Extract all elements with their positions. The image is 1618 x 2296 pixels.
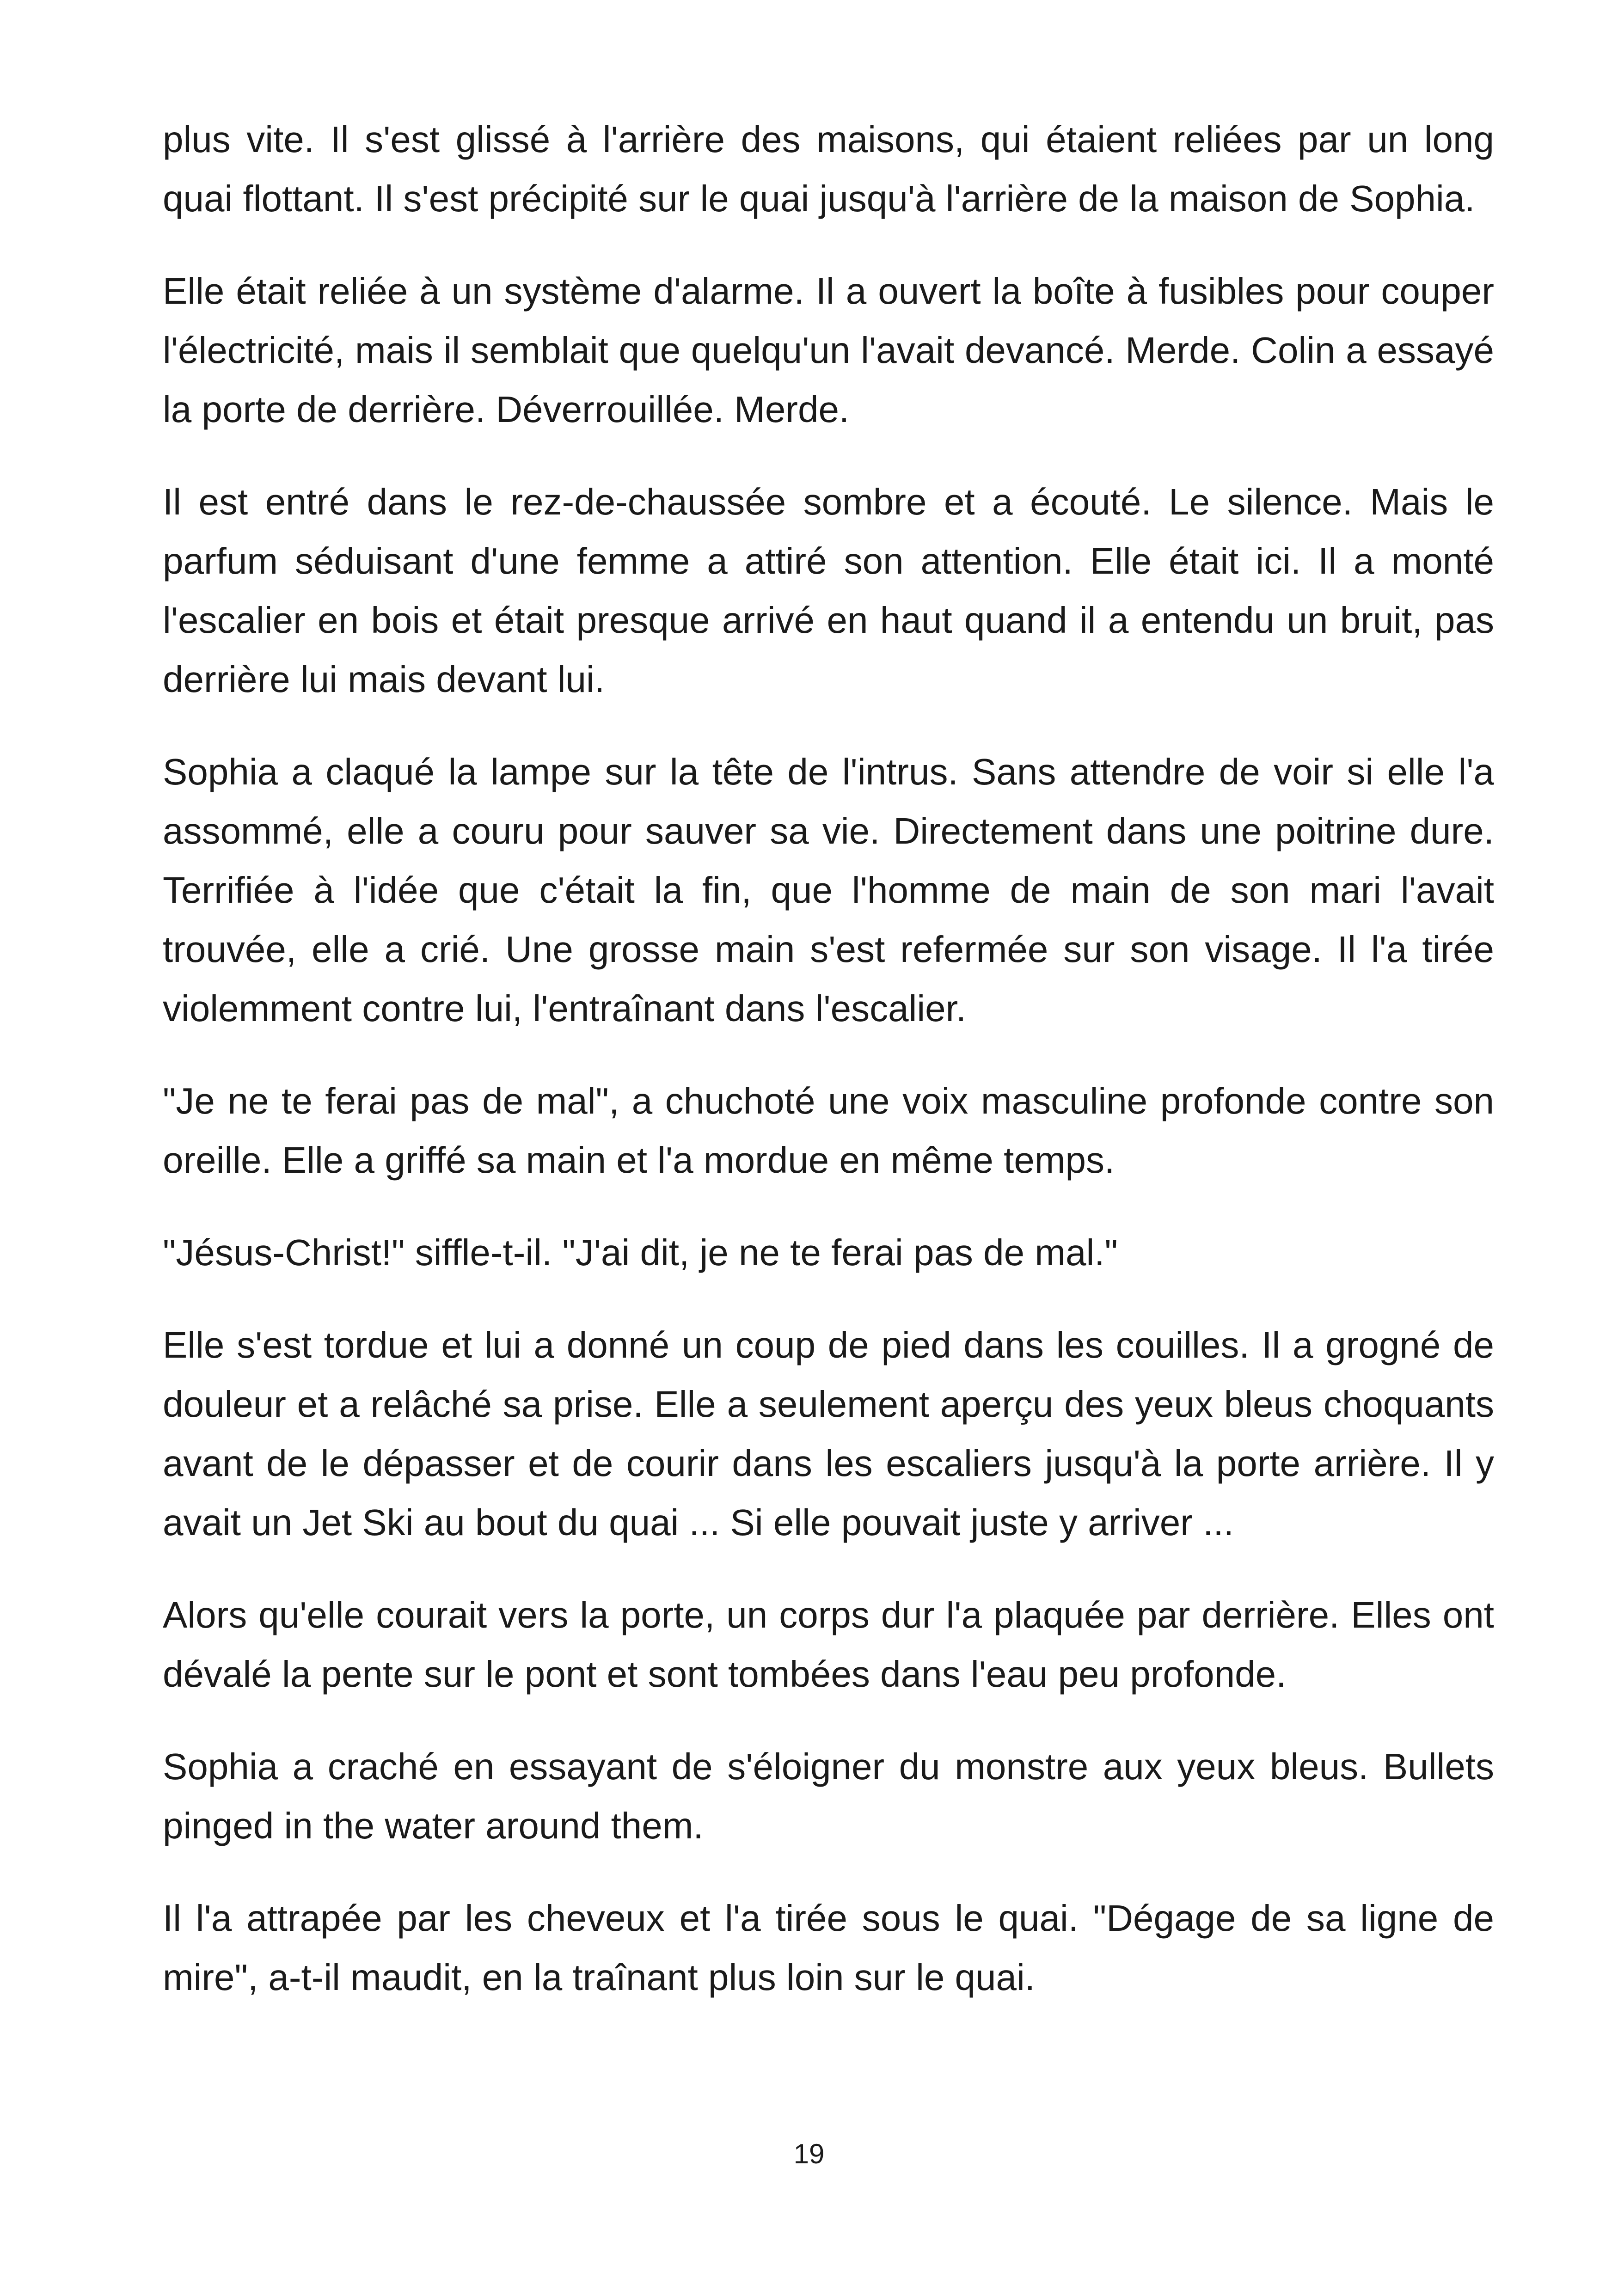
paragraph: plus vite. Il s'est glissé à l'arrière des maisons, qui étaient reliées par un long quai flottant. Il s'est précipité sur le quai jusqu'à l'arrière de la maison de Sophia. (163, 119, 1494, 219)
paragraph: Elle s'est tordue et lui a donné un coup de pied dans les couilles. Il a grogné de douleur et a relâché sa prise. Elle a seulement aperçu des yeux bleus choquants avant de le dépasser et de courir dans les escaliers jusqu'à la porte arrière. Il y avait un Jet Ski au bout du quai ... Si elle pouvait juste y arriver ... (163, 1324, 1494, 1543)
paragraph: Alors qu'elle courait vers la porte, un corps dur l'a plaquée par derrière. Elles ont dévalé la pente sur le pont et sont tombées dans l'eau peu profonde. (163, 1594, 1494, 1695)
paragraph: Elle était reliée à un système d'alarme. Il a ouvert la boîte à fusibles pour couper l'électricité, mais il semblait que quelqu'un l'avait devancé. Merde. Colin a essayé la porte de derrière. Déverrouillée. Merde. (163, 270, 1494, 430)
paragraph: Sophia a claqué la lampe sur la tête de l'intrus. Sans attendre de voir si elle l'a assommé, elle a couru pour sauver sa vie. Directement dans une poitrine dure. Terrifiée à l'idée que c'était la fin, que l'homme de main de son mari l'avait trouvée, elle a crié. Une grosse main s'est refermée sur son visage. Il l'a tirée violemment contre lui, l'entraînant dans l'escalier. (163, 751, 1494, 1029)
page-number: 19 (793, 2138, 825, 2169)
paragraph: Il l'a attrapée par les cheveux et l'a tirée sous le quai. "Dégage de sa ligne de mire", a-t-il maudit, en la traînant plus loin sur le quai. (163, 1898, 1494, 1998)
paragraph: "Jésus-Christ!" siffle-t-il. "J'ai dit, je ne te ferai pas de mal." (163, 1232, 1118, 1273)
body-text (163, 110, 1494, 2040)
paragraph: Sophia a craché en essayant de s'éloigner du monstre aux yeux bleus. Bullets pinged in the water around them. (163, 1746, 1494, 1846)
paragraph: Il est entré dans le rez-de-chaussée sombre et a écouté. Le silence. Mais le parfum séduisant d'une femme a attiré son attention. Elle était ici. Il a monté l'escalier en bois et était presque arrivé en haut quand il a entendu un bruit, pas derrière lui mais devant lui. (163, 481, 1494, 700)
paragraph: "Je ne te ferai pas de mal", a chuchoté une voix masculine profonde contre son oreille. Elle a griffé sa main et l'a mordue en même temps. (163, 1080, 1494, 1181)
